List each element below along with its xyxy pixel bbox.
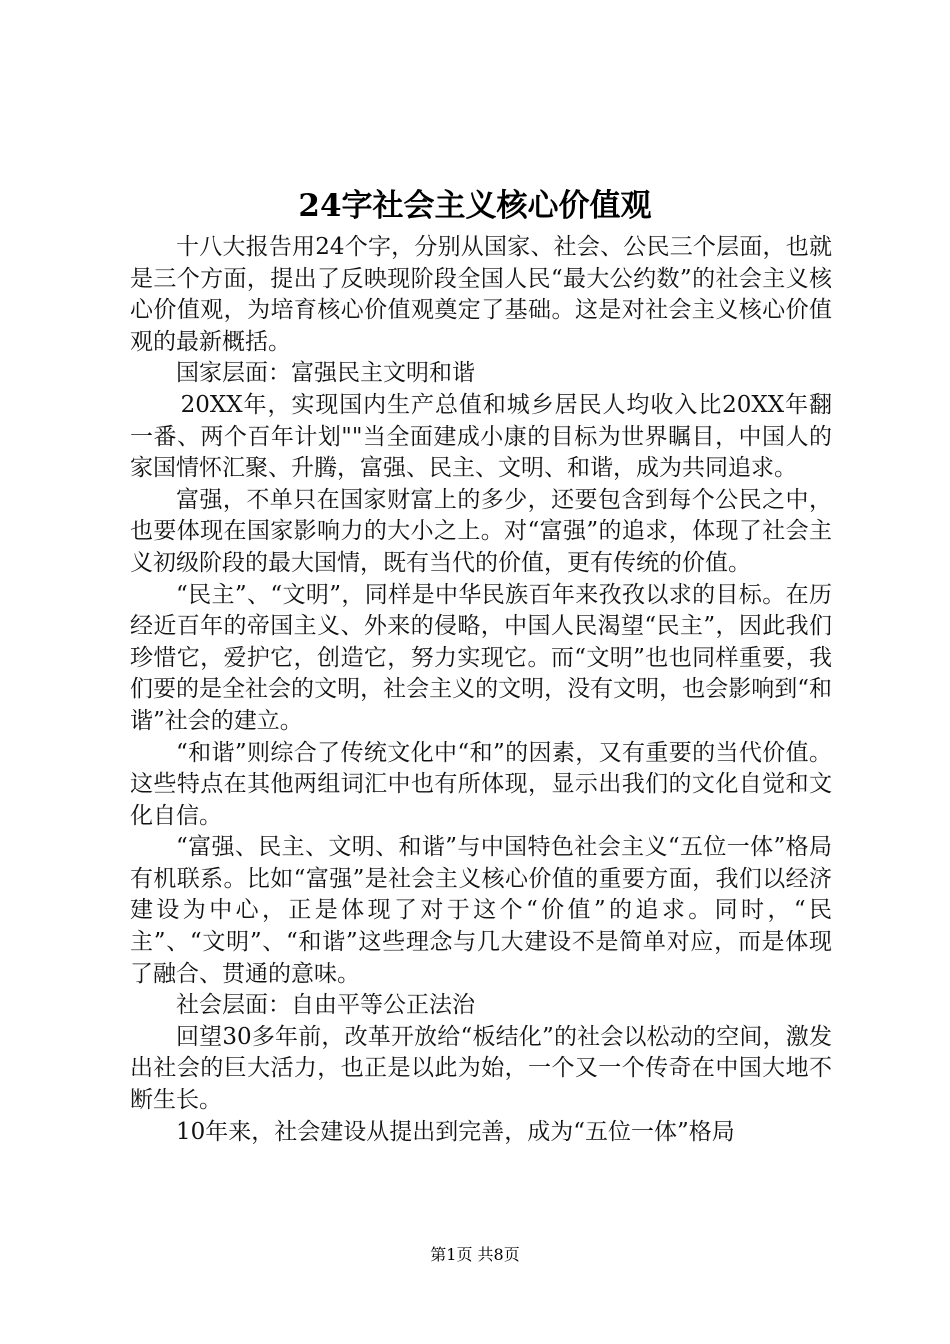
paragraph-prosperity: 富强，不单只在国家财富上的多少，还要包含到每个公民之中，也要体现在国家影响力的大小之上。对“富强”的追求，体现了社会主义初级阶段的最大国情，既有当代的价值，更有传统的价值。 <box>130 486 832 576</box>
section-heading-national: 国家层面：富强民主文明和谐 <box>176 360 475 387</box>
paragraph-democracy-civility: “民主”、“文明”，同样是中华民族百年来孜孜以求的目标。在历经近百年的帝国主义、外来的侵略，中国人民渴望“民主”，因此我们珍惜它，爱护它，创造它，努力实现它。而“文明”也也同样重要，我们要的是全社会的文明，社会主义的文明，没有文明，也会影响到“和谐”社会的建立。 <box>130 581 832 734</box>
document-title: 24字社会主义核心价值观 <box>298 188 652 224</box>
paragraph-reform: 回望30多年前，改革开放给“板结化”的社会以松动的空间，激发出社会的巨大活力，也正是以此为始，一个又一个传奇在中国大地不断生长。 <box>130 1023 832 1114</box>
document-body <box>130 232 832 1148</box>
paragraph-harmony: “和谐”则综合了传统文化中“和”的因素，又有重要的当代价值。这些特点在其他两组词汇中也有所体现，显示出我们的文化自觉和文化自信。 <box>130 739 832 829</box>
page-footer <box>0 1244 950 1266</box>
page-total: 共8页 <box>477 1245 520 1264</box>
paragraph-social-construction: 10年来，社会建设从提出到完善，成为“五位一体”格局 <box>176 1118 735 1145</box>
paragraph-national-goal: 20XX年，实现国内生产总值和城乡居民人均收入比20XX年翻一番、两个百年计划""当全面建成小康的目标为世界瞩目，中国人的家国情怀汇聚、升腾，富强、民主、文明、和谐，成为共同追求。 <box>130 391 832 482</box>
paragraph-intro: 十八大报告用24个字，分别从国家、社会、公民三个层面，也就是三个方面，提出了反映现阶段全国人民“最大公约数”的社会主义核心价值观，为培育核心价值观奠定了基础。这是对社会主义核心价值观的最新概括。 <box>130 234 832 355</box>
paragraph-five-in-one: “富强、民主、文明、和谐”与中国特色社会主义“五位一体”格局有机联系。比如“富强”是社会主义核心价值的重要方面，我们以经济建设为中心，正是体现了对于这个“价值”的追求。同时，“民主”、“文明”、“和谐”这些理念与几大建设不是简单对应，而是体现了融合、贯通的意味。 <box>130 834 832 987</box>
page-number: 第1页 <box>430 1245 473 1264</box>
section-heading-social: 社会层面：自由平等公正法治 <box>176 992 475 1019</box>
